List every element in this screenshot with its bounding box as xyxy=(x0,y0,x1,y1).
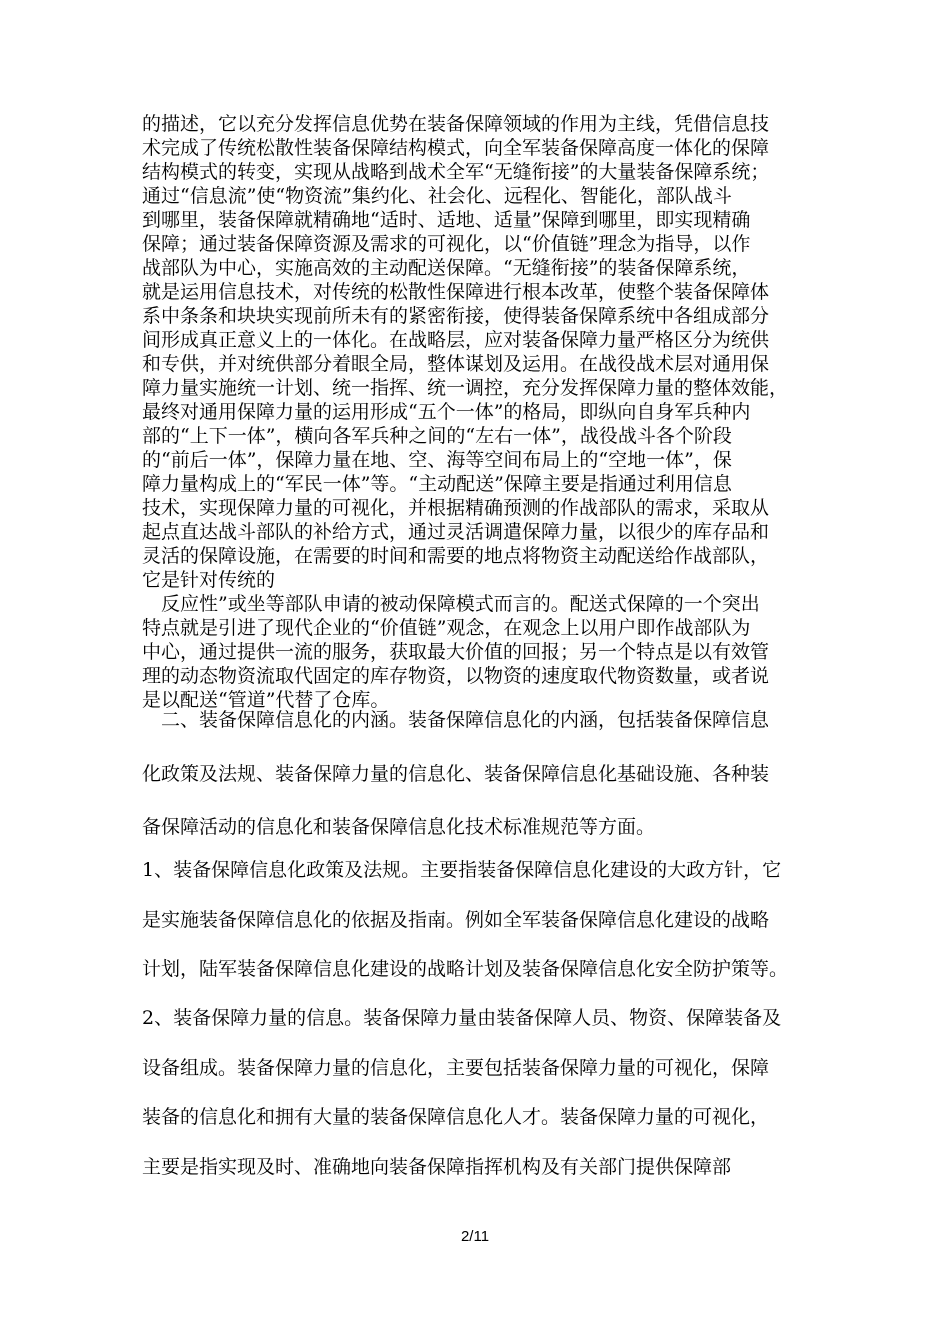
text-line: 理的动态物资流取代固定的库存物资，以物资的速度取代物资数量，或者说 xyxy=(142,665,770,687)
text-line: 它是针对传统的 xyxy=(142,569,276,591)
text-line: 是以配送“管道”代替了仓库。 xyxy=(142,689,390,711)
text-line: 就是运用信息技术，对传统的松散性保障进行根本改革，使整个装备保障体 xyxy=(142,281,770,303)
text-line: 间形成真正意义上的一体化。在战略层，应对装备保障力量严格区分为统供 xyxy=(142,329,770,351)
text-line: 化政策及法规、装备保障力量的信息化、装备保障信息化基础设施、各种装 xyxy=(142,763,770,785)
text-line: 设备组成。装备保障力量的信息化，主要包括装备保障力量的可视化，保障 xyxy=(142,1057,770,1079)
dense-paragraph xyxy=(142,112,818,712)
text-line: 通过“信息流”使“物资流”集约化、社会化、远程化、智能化，部队战斗 xyxy=(142,185,732,207)
text-line: 主要是指实现及时、准确地向装备保障指挥机构及有关部门提供保障部 xyxy=(142,1156,732,1178)
text-line: 保障；通过装备保障资源及需求的可视化，以“价值链”理念为指导，以作 xyxy=(142,233,751,255)
text-line: 起点直达战斗部队的补给方式，通过灵活调遣保障力量，以很少的库存品和 xyxy=(142,521,770,543)
text-line: 和专供，并对统供部分着眼全局，整体谋划及运用。在战役战术层对通用保 xyxy=(142,353,770,375)
text-line: 备保障活动的信息化和装备保障信息化技术标准规范等方面。 xyxy=(142,816,656,838)
text-line: 到哪里，装备保障就精确地“适时、适地、适量”保障到哪里，即实现精确 xyxy=(142,209,751,231)
text-line: 灵活的保障设施，在需要的时间和需要的地点将物资主动配送给作战部队， xyxy=(142,545,770,567)
text-line: 特点就是引进了现代企业的“价值链”观念，在观念上以用户即作战部队为 xyxy=(142,617,751,639)
text-line: 是实施装备保障信息化的依据及指南。例如全军装备保障信息化建设的战略 xyxy=(142,909,770,931)
text-line: 技术，实现保障力量的可视化，并根据精确预测的作战部队的需求，采取从 xyxy=(142,497,770,519)
text-line: 计划，陆军装备保障信息化建设的战略计划及装备保障信息化安全防护策等。 xyxy=(142,958,789,980)
numbered-item-line: 1、装备保障信息化政策及法规。主要指装备保障信息化建设的大政方针，它 xyxy=(142,859,782,881)
text-line: 障力量构成上的“军民一体”等。“主动配送”保障主要是指通过利用信息 xyxy=(142,473,732,495)
numbered-item-line: 2、装备保障力量的信息。装备保障力量由装备保障人员、物资、保障装备及 xyxy=(142,1007,782,1029)
page-number: 2/11 xyxy=(460,1228,490,1245)
text-line: 术完成了传统松散性装备保障结构模式，向全军装备保障高度一体化的保障 xyxy=(142,137,770,159)
text-line: 中心，通过提供一流的服务，获取最大价值的回报；另一个特点是以有效管 xyxy=(142,641,770,663)
text-line: 部的“上下一体”，横向各军兵种之间的“左右一体”，战役战斗各个阶段 xyxy=(142,425,732,447)
text-line: 最终对通用保障力量的运用形成“五个一体”的格局，即纵向自身军兵种内 xyxy=(142,401,751,423)
text-line: 战部队为中心，实施高效的主动配送保障。“无缝衔接”的装备保障系统， xyxy=(142,257,751,279)
text-line: 的描述，它以充分发挥信息优势在装备保障领域的作用为主线，凭借信息技 xyxy=(142,113,770,135)
text-line: 的“前后一体”，保障力量在地、空、海等空间布局上的“空地一体”，保 xyxy=(142,449,732,471)
text-line: 装备的信息化和拥有大量的装备保障信息化人才。装备保障力量的可视化， xyxy=(142,1106,770,1128)
text-line: 反应性”或坐等部队申请的被动保障模式而言的。配送式保障的一个突出 xyxy=(142,593,760,615)
text-line: 结构模式的转变，实现从战略到战术全军“无缝衔接”的大量装备保障系统； xyxy=(142,161,770,183)
text-line: 障力量实施统一计划、统一指挥、统一调控，充分发挥保障力量的整体效能， xyxy=(142,377,789,399)
text-line: 系中条条和块块实现前所未有的紧密衔接，使得装备保障系统中各组成部分 xyxy=(142,305,770,327)
section-heading-line: 二、装备保障信息化的内涵。装备保障信息化的内涵，包括装备保障信息 xyxy=(142,709,770,731)
